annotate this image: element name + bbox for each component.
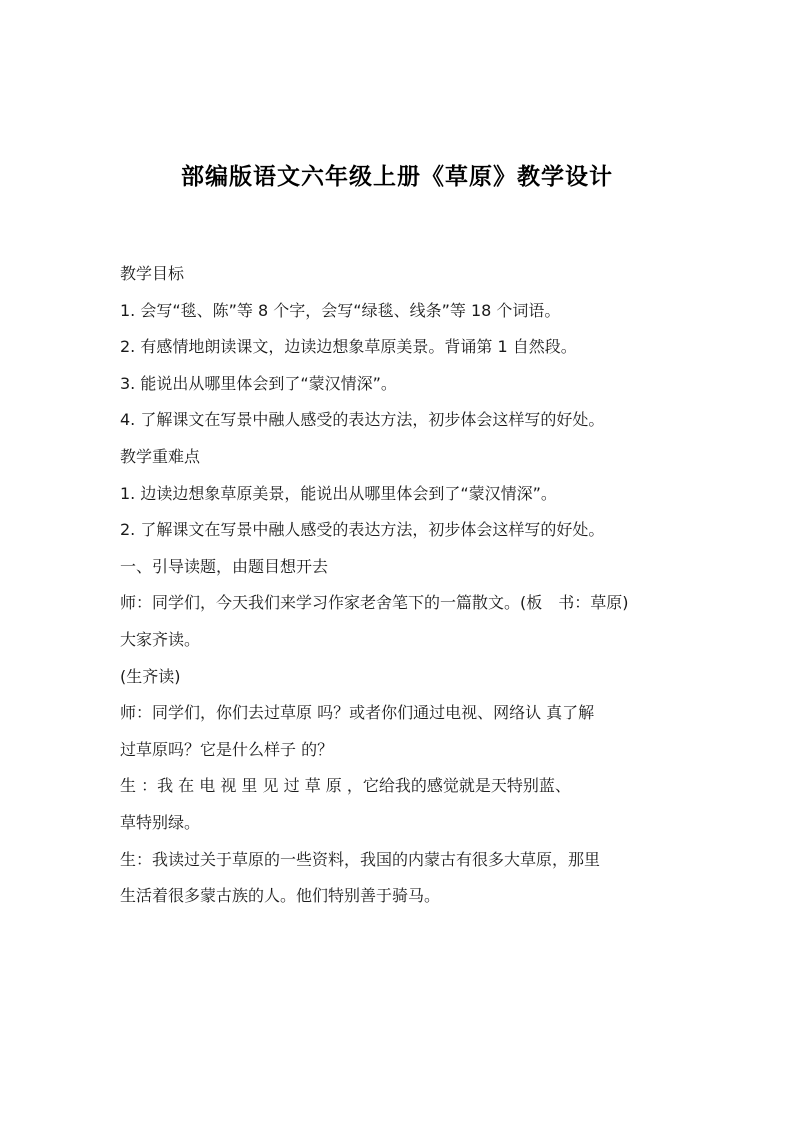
text-line: 大家齐读。 [120,629,201,649]
key-point-item-2: 2. 了解课文在写景中融人感受的表达方法，初步体会这样写的好处。 [120,520,605,540]
objective-item-3: 3. 能说出从哪里体会到了“蒙汉情深”。 [120,373,397,393]
objective-item-1: 1. 会写“毯、陈”等 8 个字，会写“绿毯、线条”等 18 个词语。 [120,300,561,320]
text-line: 过草原吗？它是什么样子 的？ [120,739,334,759]
objective-item-4: 4. 了解课文在写景中融人感受的表达方法，初步体会这样写的好处。 [120,410,605,430]
text-line: 师：同学们，你们去过草原 吗？或者你们通过电视、网络认 真了解 [120,703,595,723]
text-line: 生：我读过关于草原的一些资料，我国的内蒙古有很多大草原，那里 [120,849,601,869]
text-line: 生活着很多蒙古族的人。他们特别善于骑马。 [120,886,441,906]
section-heading-objectives: 教学目标 [120,264,185,283]
page-title: 部编版语文六年级上册《草原》教学设计 [181,164,613,190]
key-point-item-1: 1. 边读边想象草原美景，能说出从哪里体会到了“蒙汉情深”。 [120,483,557,503]
section-heading-part-1: 一、引导读题，由题目想开去 [120,556,329,576]
objective-item-2: 2. 有感情地朗读课文，边读边想象草原美景。背诵第 1 自然段。 [120,337,577,357]
text-line: 师：同学们，今天我们来学习作家老舍笔下的一篇散文。(板 书：草原) [120,593,629,613]
section-heading-key-points: 教学重难点 [120,446,201,466]
text-line: 生 ：我 在 电 视 里 见 过 草 原 ，它给我的感觉就是天特别蓝、 [120,776,571,796]
document-body [120,256,680,915]
text-line: (生齐读) [120,666,181,686]
text-line: 草特别绿。 [120,812,201,832]
